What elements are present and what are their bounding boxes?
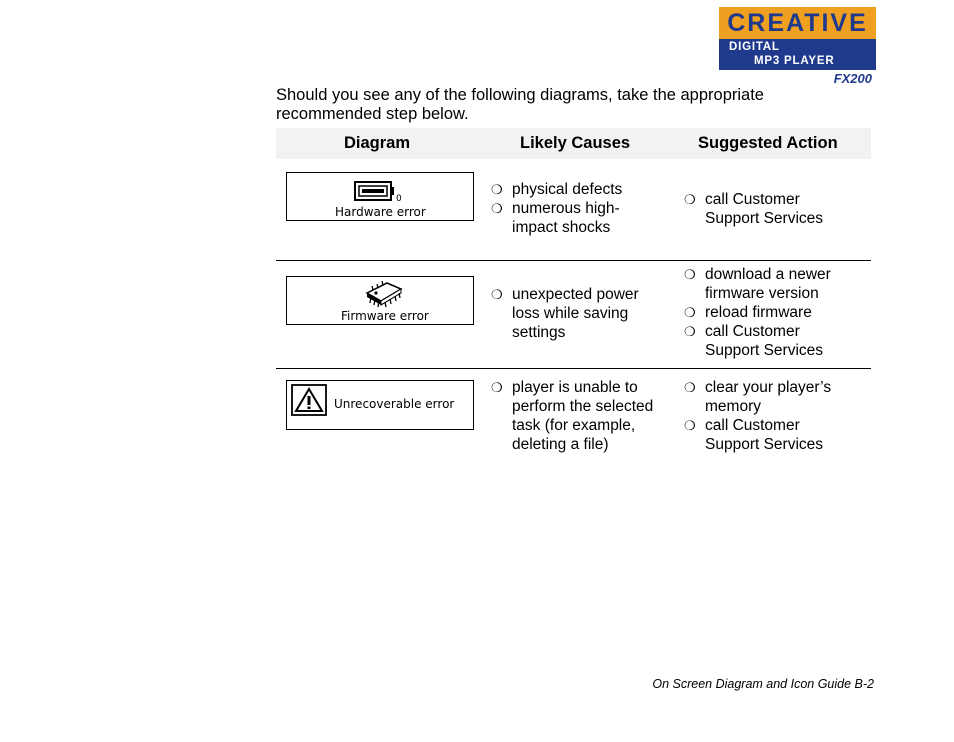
unrecoverable-error-diagram <box>286 380 474 430</box>
causes-list-hardware <box>491 180 646 237</box>
logo-line2: MP3 PLAYER <box>754 55 835 67</box>
row-divider <box>276 368 871 369</box>
list-item: ❍ unexpected power loss while saving settings <box>491 286 639 341</box>
actions-list-firmware <box>684 265 854 360</box>
logo-brand: CREATIVE <box>719 7 876 39</box>
list-item: ❍ clear your player’s memory <box>684 379 832 415</box>
list-item: ❍ reload firmware <box>684 304 812 321</box>
header-action: Suggested Action <box>698 134 838 152</box>
table-header <box>276 128 871 159</box>
logo-line1: DIGITAL <box>729 41 780 53</box>
battery-icon <box>353 180 405 204</box>
list-item: ❍ player is unable to perform the selected task (for example, deleting a file) <box>491 379 654 453</box>
logo-banner <box>719 39 876 70</box>
firmware-error-diagram <box>286 276 474 325</box>
list-item: ❍ physical defects <box>491 181 623 198</box>
list-item: ❍ call Customer Support Services <box>684 417 824 453</box>
creative-logo <box>719 7 876 86</box>
diagram-label: Firmware error <box>341 309 429 323</box>
causes-list-firmware <box>491 285 656 342</box>
list-item: ❍ call Customer Support Services <box>684 191 824 227</box>
causes-list-unrecoverable <box>491 378 669 454</box>
diagram-label: Hardware error <box>335 205 426 219</box>
chip-icon <box>361 279 407 309</box>
row-divider <box>276 260 871 261</box>
page-footer: On Screen Diagram and Icon Guide B-2 <box>652 677 874 691</box>
hardware-error-diagram <box>286 172 474 221</box>
header-causes: Likely Causes <box>520 134 631 152</box>
list-item: ❍ call Customer Support Services <box>684 323 824 359</box>
logo-model: FX200 <box>833 71 872 86</box>
actions-list-unrecoverable <box>684 378 844 454</box>
list-item: ❍ numerous high-impact shocks <box>491 200 620 236</box>
warning-icon <box>291 384 327 416</box>
actions-list-hardware <box>684 190 844 228</box>
list-item: ❍ download a newer firmware version <box>684 266 831 302</box>
intro-text: Should you see any of the following diagrams, take the appropriate recommended step below. <box>276 86 764 123</box>
svg-text:0: 0 <box>396 194 402 204</box>
header-diagram: Diagram <box>344 134 411 152</box>
diagram-label: Unrecoverable error <box>334 397 455 411</box>
